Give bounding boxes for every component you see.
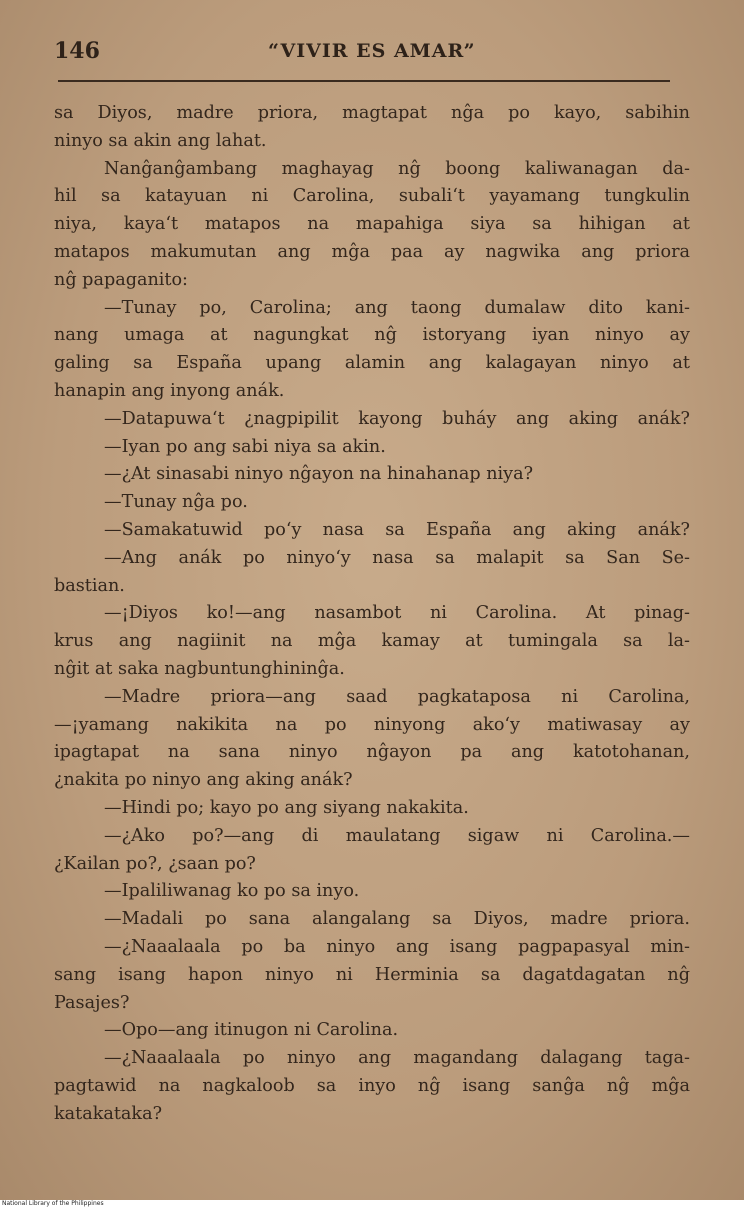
page-header [50,34,690,74]
text-line: galing sa España upang alamin ang kalagayan ninyo at [54,353,690,374]
text-line: —Hindi po; kayo po ang siyang nakakita. [104,797,469,818]
text-line: —Ipaliliwanag ko po sa inyo. [104,881,360,902]
text-line: krus ang nagiinit na mĝa kamay at tumingala sa la- [54,631,690,652]
text-line: —Tunay po, Carolina; ang taong dumalaw dito kani- [104,297,690,318]
text-line: —Madali po sana alangalang sa Diyos, madre priora. [104,909,690,930]
text-line: nĝ papaganito: [54,269,188,290]
page-number: 146 [54,38,100,64]
text-line: Nanĝanĝambang maghayag nĝ boong kaliwanagan da- [104,158,690,179]
text-line: niya, kaya‘t matapos na mapahiga siya sa hihigan at [54,214,690,235]
text-line: —Madre priora—ang saad pagkataposa ni Carolina, [104,686,690,707]
text-line: —¿Naaalaala po ba ninyo ang isang pagpapasyal min- [104,936,690,957]
text-line: Pasajes? [54,992,130,1013]
text-line: nang umaga at nagungkat nĝ istoryang iyan ninyo ay [54,325,690,346]
text-line: —Opo—ang itinugon ni Carolina. [104,1020,399,1041]
text-line: katakataka? [54,1103,163,1124]
text-line: pagtawid na nagkaloob sa inyo nĝ isang sanĝa nĝ mĝa [54,1075,690,1096]
running-title: “VIVIR ES AMAR” [268,40,476,62]
text-line: nĝit at saka nagbuntunghininĝa. [54,658,345,679]
body-text [54,100,690,1128]
text-line: ¿Kailan po?, ¿saan po? [54,853,256,874]
text-line: —¡Diyos ko!—ang nasambot ni Carolina. At pinag- [104,603,690,624]
header-rule [58,80,670,82]
text-line: ipagtapat na sana ninyo nĝayon pa ang katotohanan, [54,742,690,763]
text-line: ¿nakita po ninyo ang aking anák? [54,770,353,791]
text-line: matapos makumutan ang mĝa paa ay nagwika ang priora [54,241,690,262]
text-line: —Ang anák po ninyo‘y nasa sa malapit sa San Se- [104,547,690,568]
library-credit: National Library of the Philippines [0,1200,744,1208]
text-line: hanapin ang inyong anák. [54,380,285,401]
text-line: sa Diyos, madre priora, magtapat nĝa po kayo, sabihin [54,103,690,123]
text-line: sang isang hapon ninyo ni Herminia sa dagatdagatan nĝ [54,964,690,985]
text-line: —Datapuwa‘t ¿nagpipilit kayong buháy ang aking anák? [104,408,690,429]
text-line: —¿Naaalaala po ninyo ang magandang dalagang taga- [104,1048,690,1069]
text-line: hil sa katayuan ni Carolina, subali‘t yayamang tungkulin [54,186,690,207]
text-line: —¿At sinasabi ninyo nĝayon na hinahanap niya? [104,464,534,485]
text-line: —Tunay nĝa po. [104,492,248,513]
text-line: —¿Ako po?—ang di maulatang sigaw ni Carolina.— [104,825,690,846]
text-line: bastian. [54,575,125,596]
text-line: —Samakatuwid po‘y nasa sa España ang aking anák? [104,519,690,540]
text-line: ninyo sa akin ang lahat. [54,130,267,151]
text-line: —Iyan po ang sabi niya sa akin. [104,436,386,457]
text-line: —¡yamang nakikita na po ninyong ako‘y matiwasay ay [54,714,690,735]
